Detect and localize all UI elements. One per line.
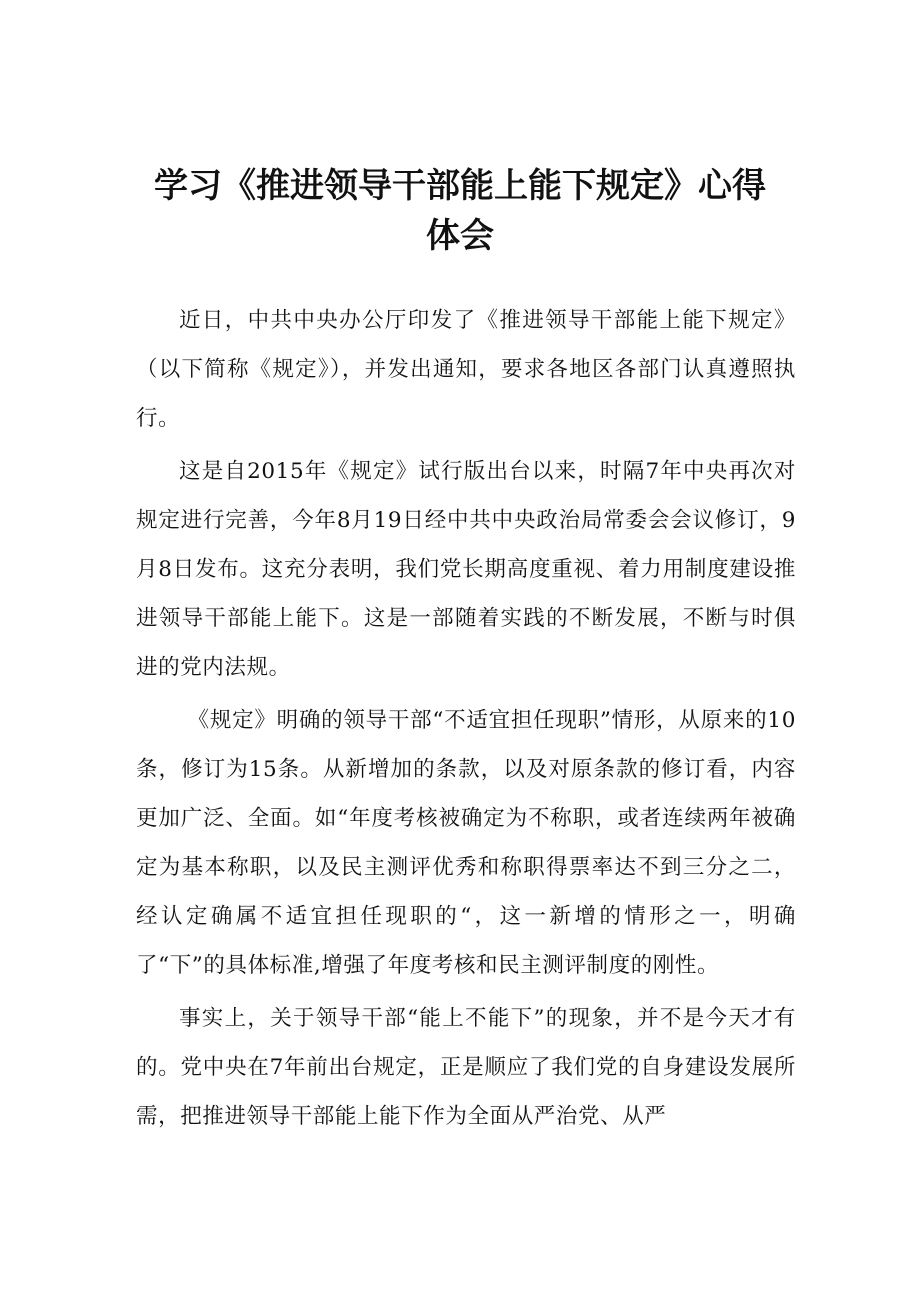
document-title-line-1: 学习《推进领导干部能上能下规定》心得 [154, 166, 766, 206]
document-body [136, 296, 796, 1145]
document-title-line-2: 体会 [426, 216, 494, 256]
paragraph-4: 事实上，关于领导干部“能上不能下”的现象，并不是今天才有的。党中央在7年前出台规定，正是顺应了我们党的自身建设发展所需，把推进领导干部能上能下作为全面从严治党、从严 [136, 1006, 796, 1129]
paragraph-3: 《规定》明确的领导干部“不适宜担任现职”情形，从原来的10条，修订为15条。从新增加的条款，以及对原条款的修订看，内容更加广泛、全面。如“年度考核被确定为不称职，或者连续两年被确定为基本称职，以及民主测评优秀和称职得票率达不到三分之二，经认定确属不适宜担任现职的“，这一新增的情形之一，明确了“下”的具体标准,增强了年度考核和民主测评制度的刚性。 [136, 708, 796, 978]
paragraph-2: 这是自2015年《规定》试行版出台以来，时隔7年中央再次对规定进行完善，今年8月19日经中共中央政治局常委会会议修订，9月8日发布。这充分表明，我们党长期高度重视、着力用制度建设推进领导干部能上能下。这是一部随着实践的不断发展，不断与时俱进的党内法规。 [136, 459, 796, 680]
paragraph-1: 近日，中共中央办公厅印发了《推进领导干部能上能下规定》（以下简称《规定》），并发出通知，要求各地区各部门认真遵照执行。 [136, 308, 796, 431]
